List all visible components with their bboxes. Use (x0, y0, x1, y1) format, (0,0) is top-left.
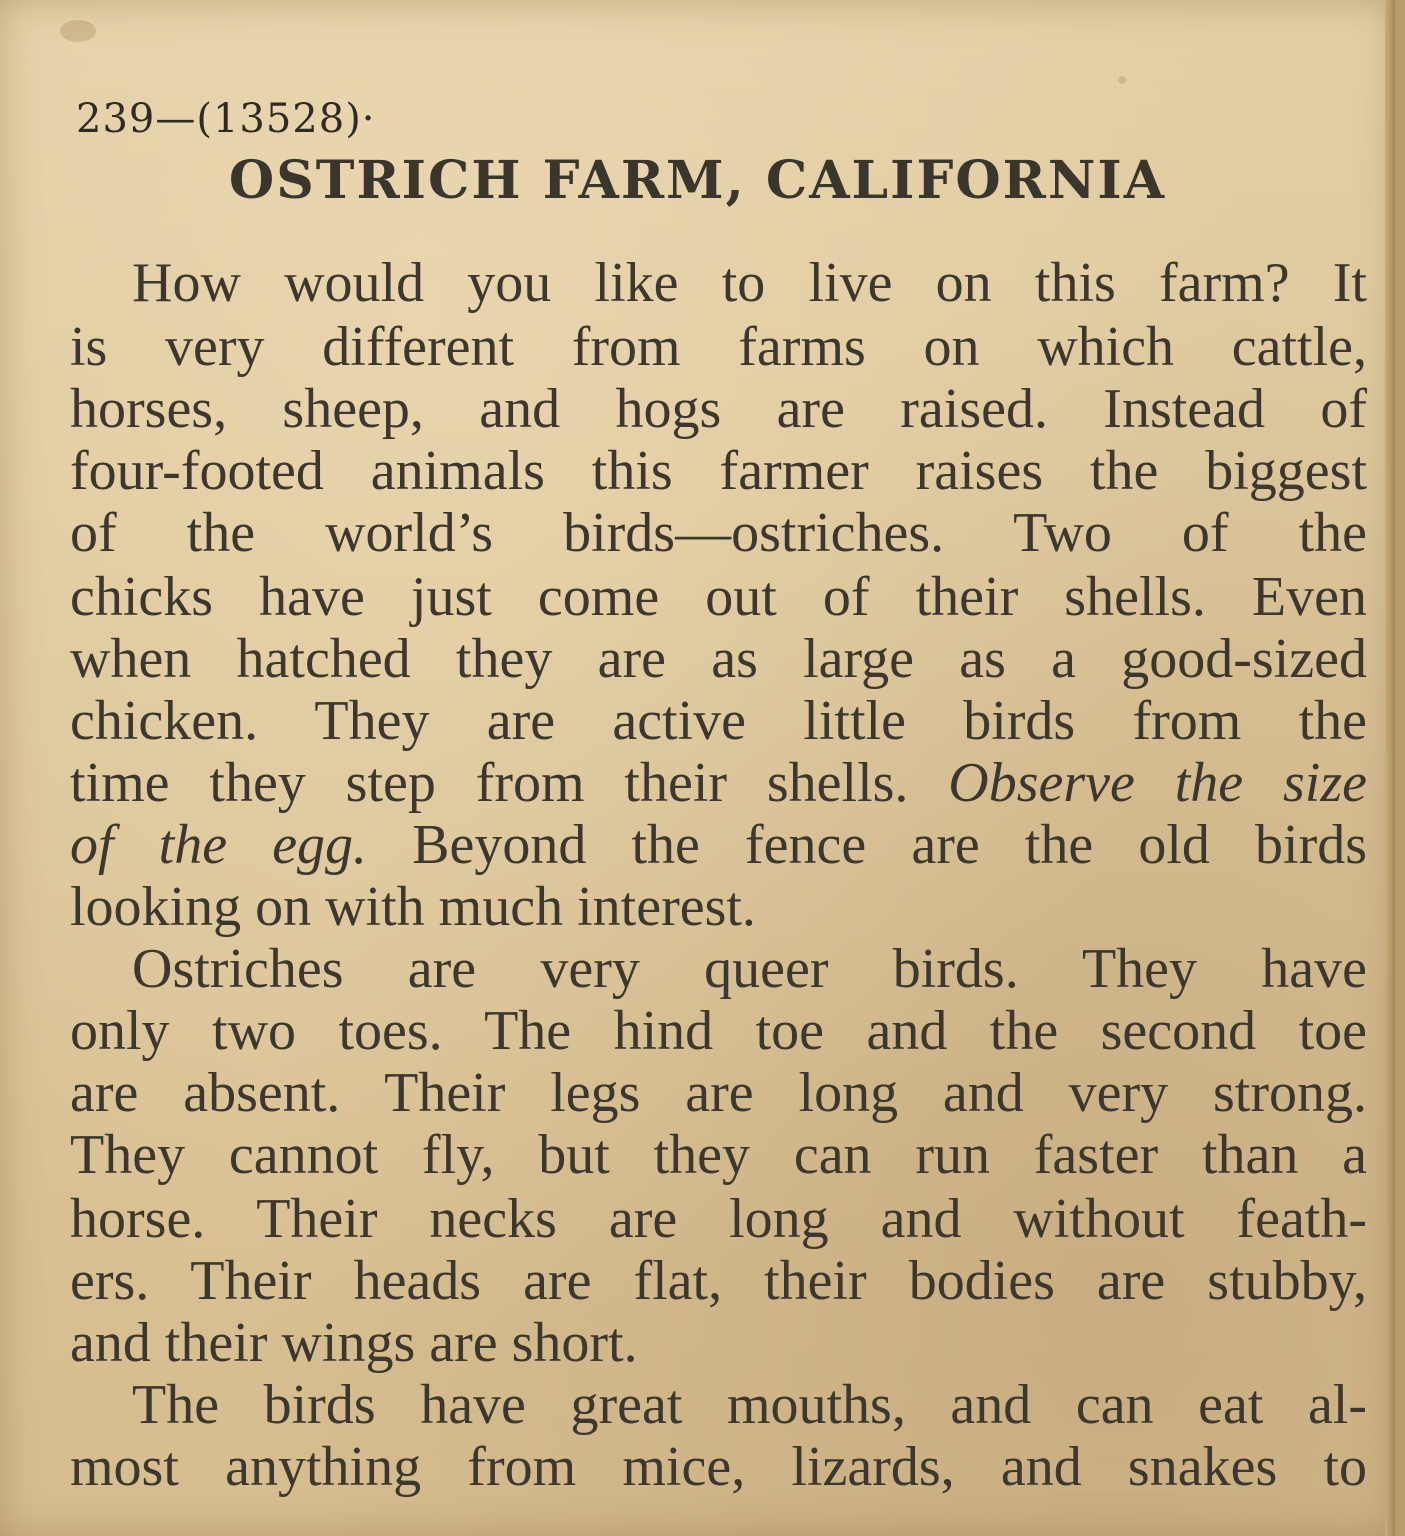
italic-phrase: of the egg. (70, 814, 368, 876)
text-line-with-italic (70, 814, 1367, 876)
text-line: How would you like to live on this farm? It (132, 252, 1367, 314)
text-line: chicks have just come out of their shells. Even (70, 566, 1367, 628)
text-line: horses, sheep, and hogs are raised. Instead of (70, 378, 1367, 440)
text-line: are absent. Their legs are long and very strong. (70, 1062, 1367, 1124)
stain-spot (60, 20, 96, 42)
text-line: only two toes. The hind toe and the second toe (70, 1000, 1367, 1062)
text-line-with-italic (70, 752, 1367, 814)
card-edge (1385, 0, 1395, 1536)
text-line: four-footed animals this farmer raises the biggest (70, 440, 1367, 502)
text-line: They cannot fly, but they can run faster than a (70, 1124, 1367, 1186)
stain-spot (1118, 76, 1126, 84)
text-line: horse. Their necks are long and without feath- (70, 1188, 1367, 1250)
text-line: most anything from mice, lizards, and snakes to (70, 1436, 1367, 1498)
italic-phrase: Observe the size (948, 752, 1368, 814)
card-number: 239—(13528)· (76, 96, 376, 142)
text-line: when hatched they are as large as a good-sized (70, 628, 1367, 690)
text-line: of the world’s birds—ostriches. Two of the (70, 502, 1367, 564)
text-line: chicken. They are active little birds from the (70, 690, 1367, 752)
text-line: is very different from farms on which cattle, (70, 316, 1367, 378)
text-line: ers. Their heads are flat, their bodies are stubby, (70, 1250, 1367, 1312)
text-segment: Beyond the fence are the old birds (367, 814, 1368, 876)
card-title: OSTRICH FARM, CALIFORNIA (228, 150, 1167, 211)
text-segment: time they step from their shells. (70, 752, 949, 814)
text-line: Ostriches are very queer birds. They have (132, 938, 1367, 1000)
text-line: looking on with much interest. (70, 876, 756, 938)
text-line: The birds have great mouths, and can eat al- (132, 1374, 1367, 1436)
text-line: and their wings are short. (70, 1312, 638, 1374)
